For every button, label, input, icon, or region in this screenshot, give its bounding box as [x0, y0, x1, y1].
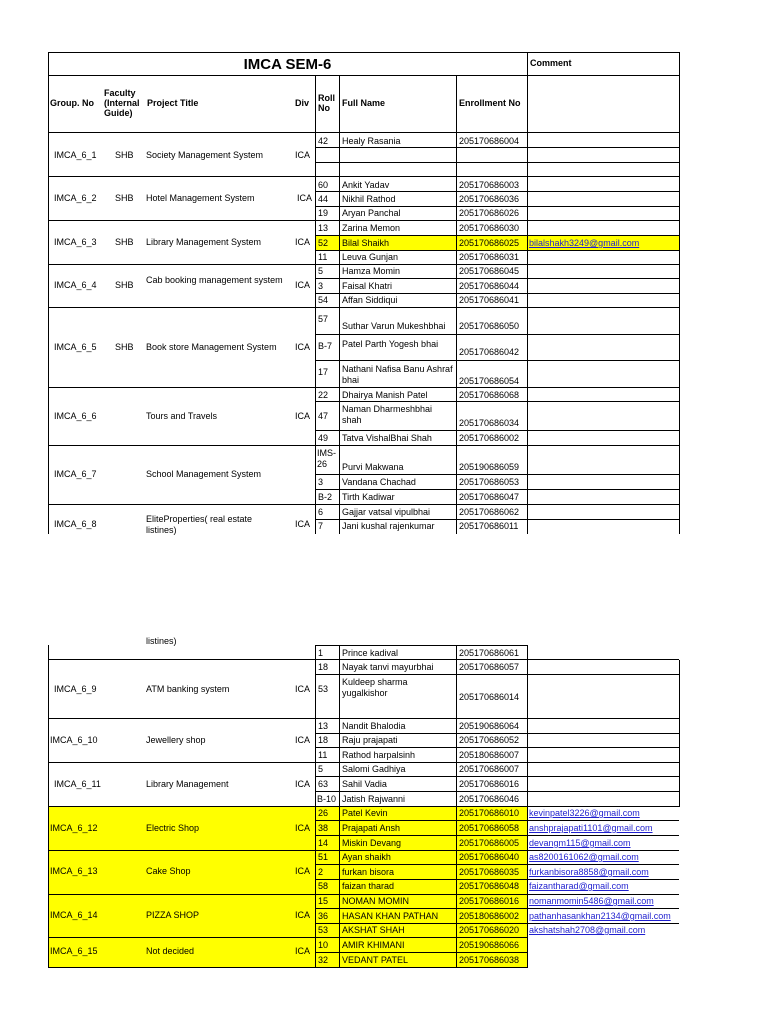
faculty: SHB — [115, 193, 134, 203]
email-link[interactable]: pathanhasankhan2134@gmail.com — [529, 911, 671, 921]
div: ICA — [295, 411, 311, 421]
email-link[interactable]: nomanmomin5486@gmail.com — [529, 896, 654, 906]
group-id: IMCA_6_14 — [50, 910, 98, 920]
email-link[interactable]: anshprajapati1101@gmail.com — [529, 823, 653, 833]
div: ICA — [295, 280, 311, 290]
group-id: IMCA_6_13 — [50, 866, 98, 876]
project-title: PIZZA SHOP — [146, 910, 200, 920]
div: ICA — [295, 910, 311, 920]
email-link[interactable]: as8200161062@gmail.com — [529, 852, 639, 862]
project-title: Library Management — [146, 779, 229, 789]
div: ICA — [295, 735, 311, 745]
div: ICA — [297, 193, 313, 203]
div: ICA — [295, 342, 311, 352]
project-title: ATM banking system — [146, 684, 230, 694]
div: ICA — [295, 237, 311, 247]
email-link[interactable]: bilalshakh3249@gmail.com — [529, 238, 640, 248]
project-title: Book store Management System — [146, 342, 277, 352]
email-link[interactable]: akshatshah2708@gmail.com — [529, 925, 646, 935]
project-title: Cake Shop — [146, 866, 191, 876]
faculty: SHB — [115, 280, 134, 290]
group-id: IMCA_6_3 — [54, 237, 97, 247]
group-id: IMCA_6_1 — [54, 150, 97, 160]
header-faculty: Faculty (Internal Guide) — [104, 88, 140, 118]
div: ICA — [295, 866, 311, 876]
group-id: IMCA_6_8 — [54, 519, 97, 529]
sheet-title: IMCA SEM-6 — [243, 56, 332, 73]
group-id: IMCA_6_10 — [50, 735, 98, 745]
div: ICA — [295, 779, 311, 789]
project-title: Society Management System — [146, 150, 264, 160]
email-link[interactable]: kevinpatel3226@gmail.com — [529, 808, 640, 818]
project-title: Library Management System — [146, 237, 262, 247]
faculty: SHB — [115, 237, 134, 247]
div: ICA — [295, 519, 311, 529]
group-id: IMCA_6_9 — [54, 684, 97, 694]
div: ICA — [295, 823, 311, 833]
group-id: IMCA_6_7 — [54, 469, 97, 479]
header-roll: Roll No — [318, 93, 335, 113]
group-id: IMCA_6_15 — [50, 946, 98, 956]
group-id: IMCA_6_4 — [54, 280, 97, 290]
header-name: Full Name — [342, 98, 386, 108]
email-link[interactable]: devangm115@gmail.com — [529, 838, 631, 848]
project-title: Hotel Management System — [146, 193, 255, 203]
email-link[interactable]: furkanbisora8858@gmail.com — [529, 867, 649, 877]
faculty: SHB — [115, 150, 134, 160]
header-div: Div — [295, 98, 310, 108]
email-link[interactable]: faizantharad@gmail.com — [529, 881, 629, 891]
header-project: Project Title — [147, 98, 199, 108]
faculty: SHB — [115, 342, 134, 352]
div: ICA — [295, 684, 311, 694]
header-group: Group. No — [50, 98, 94, 108]
header-enroll: Enrollment No — [459, 98, 521, 108]
group-id: IMCA_6_5 — [54, 342, 97, 352]
project-title: Jewellery shop — [146, 735, 206, 745]
group-id: IMCA_6_2 — [54, 193, 97, 203]
div: ICA — [295, 946, 311, 956]
project-title: Not decided — [146, 946, 195, 956]
group-id: IMCA_6_11 — [54, 779, 101, 789]
project-title: Cab booking management system — [146, 275, 283, 285]
div: ICA — [295, 150, 311, 160]
project-title: EliteProperties( real estate listines) — [146, 514, 253, 535]
project-title: Tours and Travels — [146, 411, 218, 421]
project-title: Electric Shop — [146, 823, 200, 833]
project-title: School Management System — [146, 469, 262, 479]
comment-header: Comment — [530, 58, 572, 68]
group-id: IMCA_6_12 — [50, 823, 98, 833]
group-id: IMCA_6_6 — [54, 411, 97, 421]
